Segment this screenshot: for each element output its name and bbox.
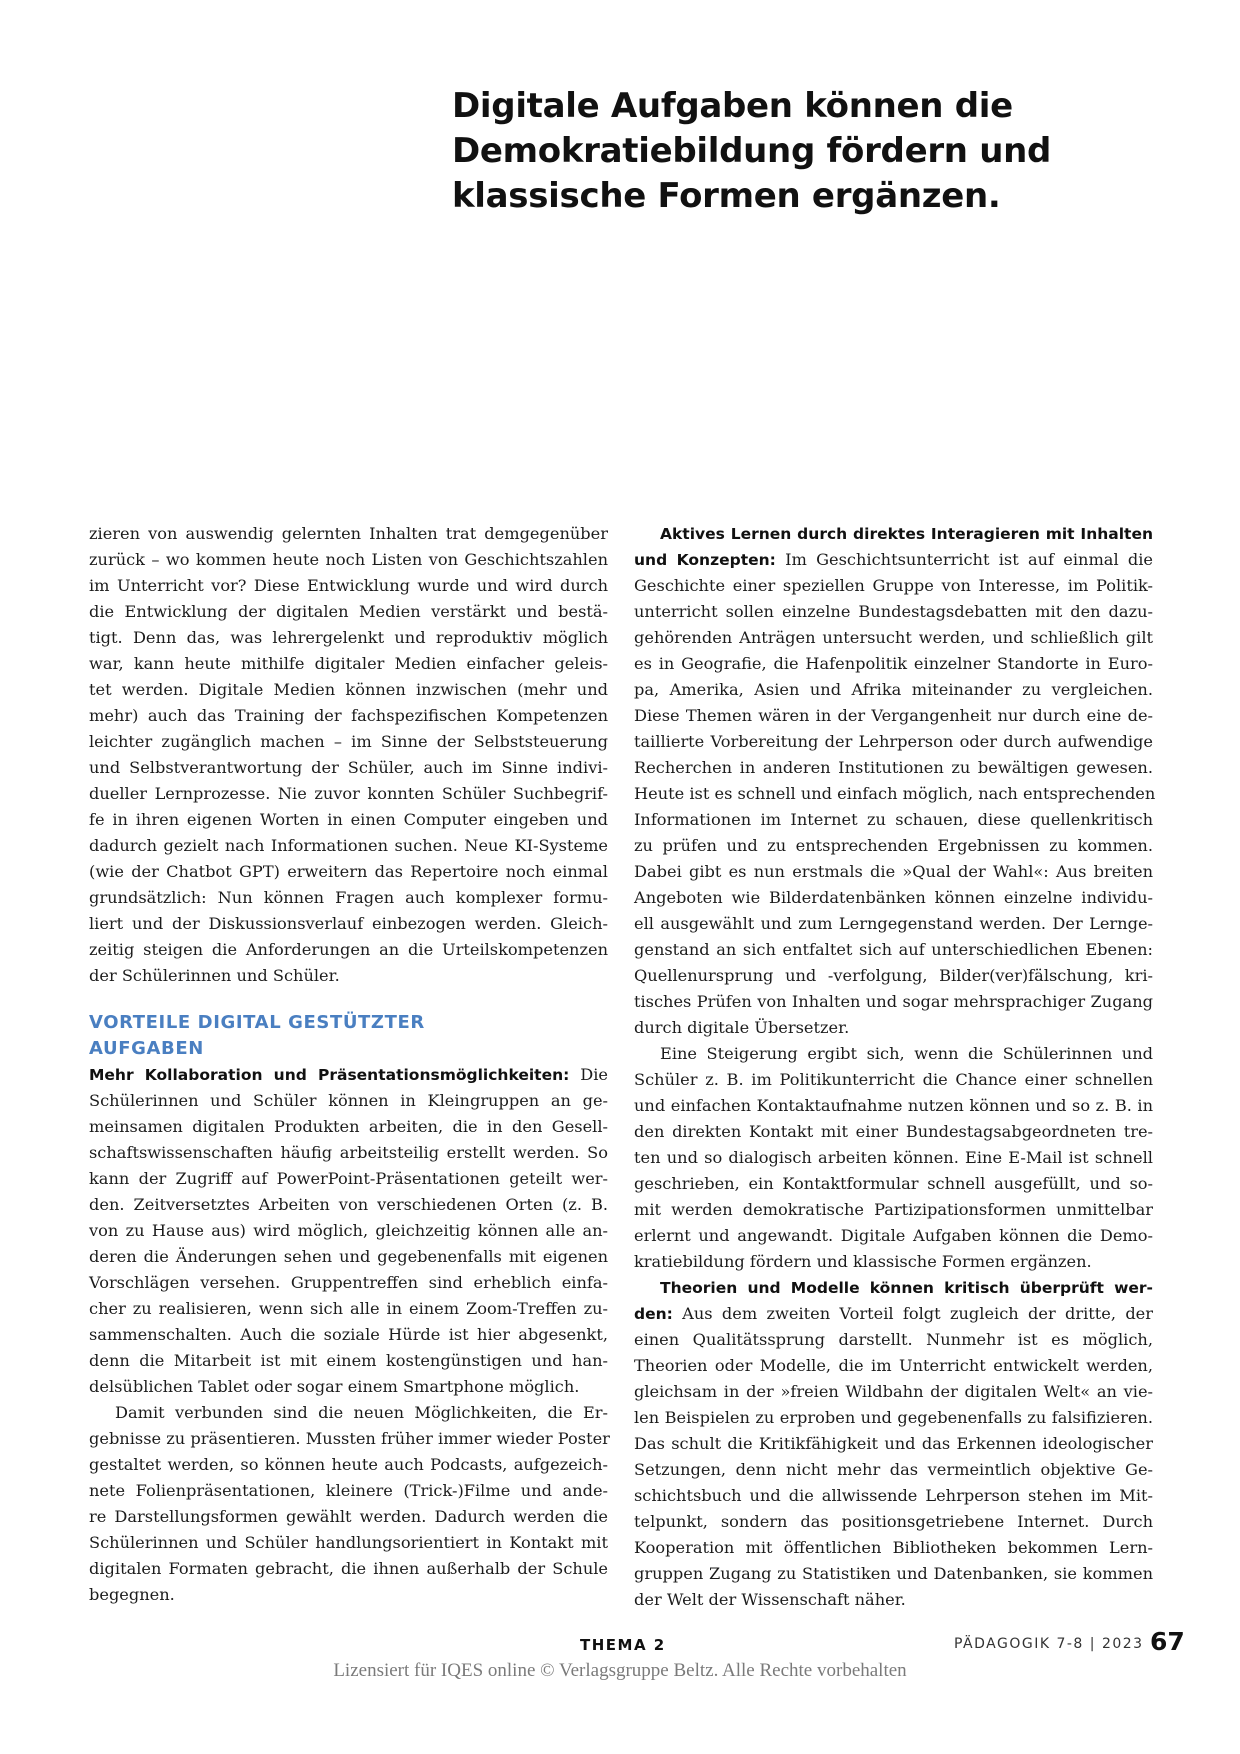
license-notice: Lizensiert für IQES online © Verlagsgruppe Beltz. Alle Rechte vorbehalten: [333, 1660, 907, 1681]
run-in-heading: Mehr Kollaboration und Präsentationsmöglichkeiten:: [89, 1066, 570, 1084]
text-line: [634, 1301, 1153, 1327]
text-line: tigt. Denn das, was lehrergelenkt und reproduktiv möglich: [89, 628, 608, 647]
section-heading-line: AUFGABEN: [89, 1038, 204, 1059]
run-in-heading: Aktives Lernen durch direktes Interagieren mit Inhalten: [660, 525, 1153, 543]
text-line: zurück – wo kommen heute noch Listen von Geschichtszahlen: [89, 550, 608, 569]
text-fragment: Die: [569, 1065, 608, 1084]
text-line: taillierte Vorbereitung der Lehrperson oder durch aufwendige: [634, 732, 1153, 751]
text-line: len Beispielen zu erproben und gegebenenfalls zu falsifizieren.: [634, 1408, 1153, 1427]
text-line: mehr) auch das Training der fachspezifischen Kompetenzen: [89, 706, 608, 725]
text-line: begegnen.: [89, 1585, 175, 1604]
text-line: kratiebildung fördern und klassische Formen ergänzen.: [634, 1252, 1092, 1271]
text-line: unterricht sollen einzelne Bundestagsdebatten mit den dazu-: [634, 602, 1153, 621]
text-line: gehörenden Anträgen untersucht werden, und schließlich gilt: [634, 628, 1153, 647]
right-column: [634, 521, 1156, 1613]
text-line: zeitig steigen die Anforderungen an die Urteilskompetenzen: [89, 940, 608, 959]
text-line: telpunkt, sondern das positionsgetriebene Internet. Durch: [634, 1512, 1153, 1531]
text-line: gruppen Zugang zu Statistiken und Datenbanken, sie kommen: [634, 1564, 1153, 1583]
text-line: und einfachen Kontaktaufnahme nutzen können und so z. B. in: [634, 1096, 1153, 1115]
text-line: tet werden. Digitale Medien können inzwischen (mehr und: [89, 680, 608, 699]
text-line: denn die Mitarbeit ist mit einem kostengünstigen und han-: [89, 1351, 608, 1370]
text-line: Recherchen in anderen Institutionen zu bewältigen gewesen.: [634, 758, 1153, 777]
text-line: tisches Prüfen von Inhalten und sogar mehrsprachiger Zugang: [634, 992, 1153, 1011]
text-line: Diese Themen wären in der Vergangenheit nur durch eine de-: [634, 706, 1153, 725]
text-fragment: Im Geschichtsunterricht ist auf einmal die: [775, 550, 1153, 569]
footer-section-label: THEMA 2: [580, 1636, 666, 1654]
text-line: der Welt der Wissenschaft näher.: [634, 1590, 906, 1609]
text-line: ell ausgewählt und zum Lerngegenstand werden. Der Lernge-: [634, 914, 1153, 933]
paragraph-contact: [634, 1041, 1153, 1275]
text-line: gleichsam in der »freien Wildbahn der digitalen Welt« an vie-: [634, 1382, 1153, 1401]
text-line: [634, 547, 1153, 573]
text-line: nete Folienpräsentationen, kleinere (Trick-)Filme und ande-: [89, 1481, 608, 1500]
text-line: Schülerinnen und Schüler können in Kleingruppen an ge-: [89, 1091, 608, 1110]
text-line: den direkten Kontakt mit einer Bundestagsabgeordneten tre-: [634, 1122, 1153, 1141]
text-line: zu prüfen und zu entsprechenden Ergebnissen zu kommen.: [634, 836, 1153, 855]
text-line: geschrieben, ein Kontaktformular schnell ausgefüllt, und so-: [634, 1174, 1153, 1193]
text-line: pa, Amerika, Asien und Afrika miteinander zu vergleichen.: [634, 680, 1153, 699]
section-heading: [89, 1010, 608, 1062]
text-line: die Entwicklung der digitalen Medien verstärkt und bestä-: [89, 602, 608, 621]
spacer: [89, 989, 608, 1010]
paragraph-presentation: [89, 1400, 608, 1608]
text-line: Schüler z. B. im Politikunterricht die Chance einer schnellen: [634, 1070, 1153, 1089]
text-line: digitalen Formaten gebracht, die ihnen außerhalb der Schule: [89, 1559, 608, 1578]
run-in-heading: und Konzepten:: [634, 551, 776, 569]
text-line: Schülerinnen und Schüler handlungsorientiert in Kontakt mit: [89, 1533, 608, 1552]
text-line: dueller Lernprozesse. Nie zuvor konnten Schüler Suchbegrif-: [89, 784, 608, 803]
run-in-heading: den:: [634, 1305, 673, 1323]
text-line: Angeboten wie Bilderdatenbänken können einzelne individu-: [634, 888, 1153, 907]
text-line: und Selbstverantwortung der Schüler, auch im Sinne indivi-: [89, 758, 608, 777]
text-line: [89, 1062, 608, 1088]
text-line: Informationen im Internet zu schauen, diese quellenkritisch: [634, 810, 1153, 829]
text-line: delsüblichen Tablet oder sogar einem Smartphone möglich.: [89, 1377, 580, 1396]
page-number: 67: [1150, 1627, 1185, 1656]
paragraph-active-learning: [634, 521, 1156, 1041]
text-line: sammenschalten. Auch die soziale Hürde ist hier abgesenkt,: [89, 1325, 608, 1344]
text-line: dadurch gezielt nach Informationen suchen. Neue KI-Systeme: [89, 836, 608, 855]
text-line: Geschichte einer speziellen Gruppe von Interesse, im Politik-: [634, 576, 1153, 595]
text-fragment: Aus dem zweiten Vorteil folgt zugleich der dritte, der: [672, 1304, 1153, 1323]
text-line: liert und der Diskussionsverlauf einbezogen werden. Gleich-: [89, 914, 608, 933]
text-line: den. Zeitversetztes Arbeiten von verschiedenen Orten (z. B.: [89, 1195, 608, 1214]
intro-paragraph: [89, 521, 608, 989]
text-line: schichtsbuch und die allwissende Lehrperson stehen im Mit-: [634, 1486, 1153, 1505]
text-line: es in Geografie, die Hafenpolitik einzelner Standorte in Euro-: [634, 654, 1153, 673]
text-line: Dabei gibt es nun erstmals die »Qual der Wahl«: Aus breiten: [634, 862, 1153, 881]
text-line: meinsamen digitalen Produkten arbeiten, die in den Gesell-: [89, 1117, 608, 1136]
text-line: kann der Zugriff auf PowerPoint-Präsentationen geteilt wer-: [89, 1169, 608, 1188]
text-line: schaftswissenschaften häufig arbeitsteilig erstellt werden. So: [89, 1143, 608, 1162]
text-line: Damit verbunden sind die neuen Möglichkeiten, die Er-: [115, 1403, 608, 1422]
text-line: einen Qualitätssprung darstellt. Nunmehr ist es möglich,: [634, 1330, 1153, 1349]
text-line: Heute ist es schnell und einfach möglich, nach entsprechenden: [634, 784, 1156, 803]
text-line: deren die Änderungen sehen und gegebenenfalls mit eigenen: [89, 1247, 608, 1266]
text-line: gestaltet werden, so können heute auch Podcasts, aufgezeich-: [89, 1455, 608, 1474]
text-line: leichter zugänglich machen – im Sinne der Selbststeuerung: [89, 732, 608, 751]
text-line: von zu Hause aus) wird möglich, gleichzeitig können alle an-: [89, 1221, 608, 1240]
text-line: [634, 1275, 1153, 1301]
text-line: gebnisse zu präsentieren. Mussten früher immer wieder Poster: [89, 1429, 610, 1448]
pull-quote-line: Demokratiebildung fördern und: [452, 131, 1052, 171]
text-line: Das schult die Kritikfähigkeit und das Erkennen ideologischer: [634, 1434, 1153, 1453]
left-column: [89, 521, 608, 1608]
text-line: Kooperation mit öffentlichen Bibliotheken bekommen Lern-: [634, 1538, 1153, 1557]
pull-quote-line: klassische Formen ergänzen.: [452, 176, 1001, 216]
paragraph-collaboration: [89, 1062, 608, 1400]
text-line: fe in ihren eigenen Worten in einen Computer eingeben und: [89, 810, 608, 829]
text-line: erlernt und angewandt. Digitale Aufgaben können die Demo-: [634, 1226, 1153, 1245]
text-line: [634, 521, 1153, 547]
paragraph-theories: [634, 1275, 1153, 1613]
text-line: war, kann heute mithilfe digitaler Medien einfacher geleis-: [89, 654, 608, 673]
text-line: grundsätzlich: Nun können Fragen auch komplexer formu-: [89, 888, 608, 907]
text-line: (wie der Chatbot GPT) erweitern das Repertoire noch einmal: [89, 862, 608, 881]
pull-quote-line: Digitale Aufgaben können die: [452, 86, 1013, 126]
text-line: durch digitale Übersetzer.: [634, 1018, 850, 1037]
text-line: re Darstellungsformen gewählt werden. Dadurch werden die: [89, 1507, 608, 1526]
text-line: cher zu realisieren, wenn sich alle in einem Zoom-Treffen zu-: [89, 1299, 608, 1318]
footer-journal-issue: PÄDAGOGIK 7-8 | 2023: [954, 1636, 1144, 1652]
pull-quote: [452, 84, 1072, 219]
text-line: Eine Steigerung ergibt sich, wenn die Schülerinnen und: [660, 1044, 1153, 1063]
run-in-heading: Theorien und Modelle können kritisch überprüft wer-: [660, 1279, 1153, 1297]
text-line: der Schülerinnen und Schüler.: [89, 966, 340, 985]
text-line: Vorschlägen versehen. Gruppentreffen sind erheblich einfa-: [89, 1273, 608, 1292]
text-line: Quellenursprung und -verfolgung, Bilder(ver)fälschung, kri-: [634, 966, 1153, 985]
text-line: zieren von auswendig gelernten Inhalten trat demgegenüber: [89, 524, 608, 543]
text-line: genstand an sich entfaltet sich auf unterschiedlichen Ebenen:: [634, 940, 1153, 959]
section-heading-line: VORTEILE DIGITAL GESTÜTZTER: [89, 1012, 425, 1033]
text-line: ten und so dialogisch arbeiten können. Eine E-Mail ist schnell: [634, 1148, 1153, 1167]
text-line: Theorien oder Modelle, die im Unterricht entwickelt werden,: [634, 1356, 1153, 1375]
text-line: im Unterricht vor? Diese Entwicklung wurde und wird durch: [89, 576, 608, 595]
text-line: Setzungen, denn nicht mehr das vermeintlich objektive Ge-: [634, 1460, 1153, 1479]
text-line: mit werden demokratische Partizipationsformen unmittelbar: [634, 1200, 1153, 1219]
